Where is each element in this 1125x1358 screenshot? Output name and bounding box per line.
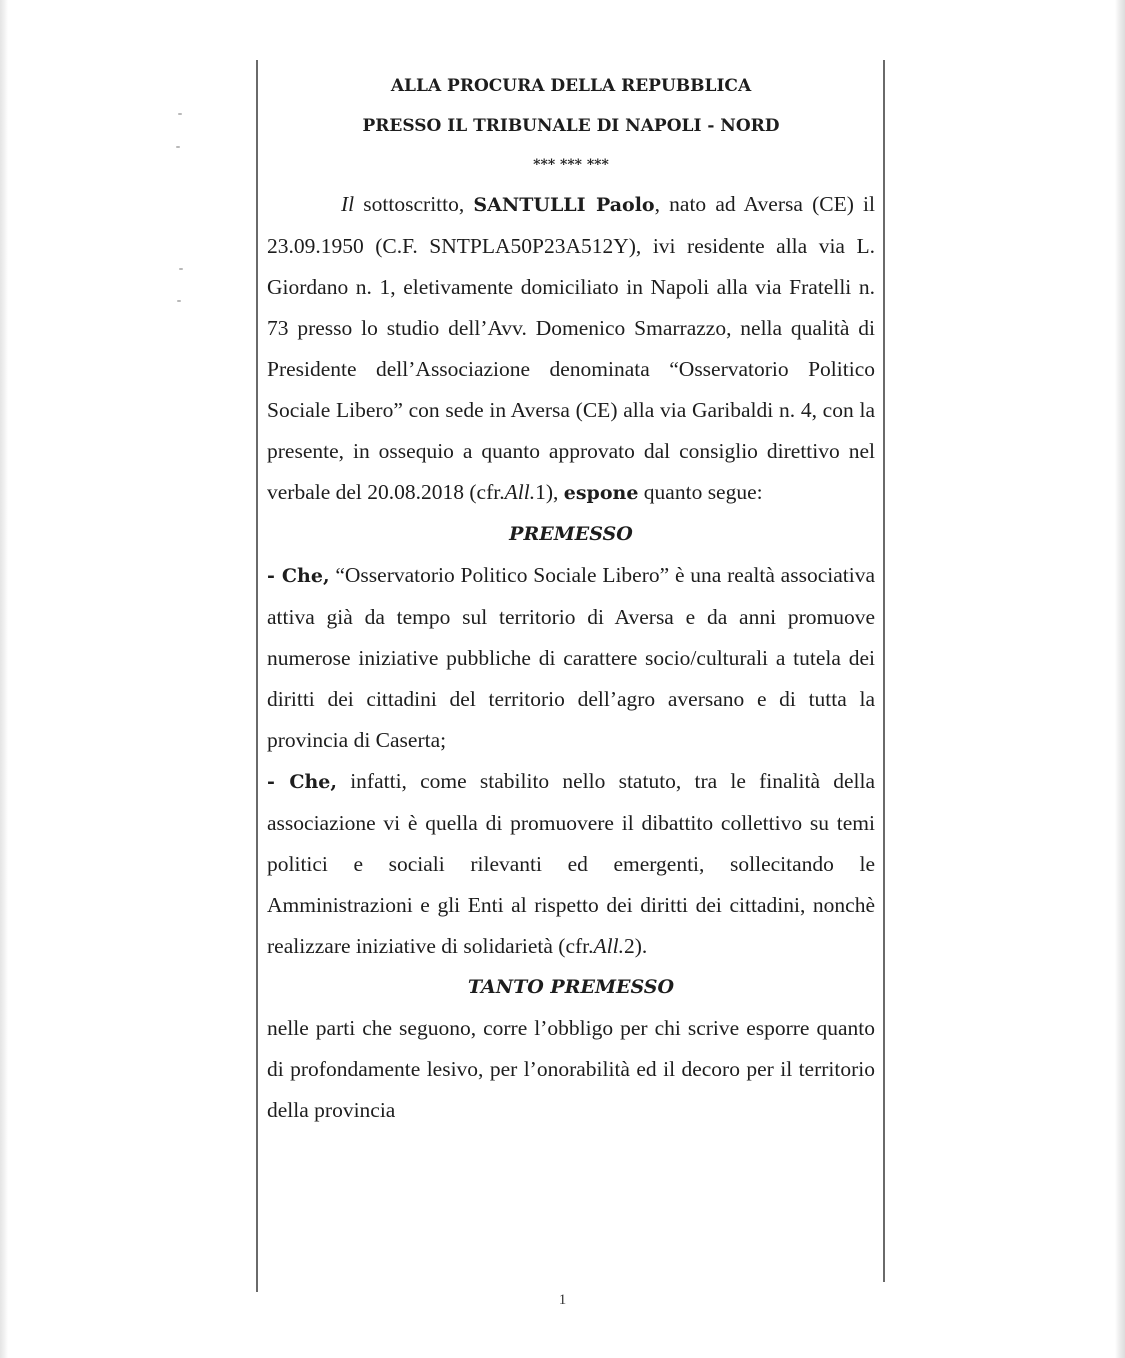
premesso-item-1 — [267, 555, 875, 761]
document-body — [267, 66, 875, 1131]
scan-speck — [176, 146, 180, 148]
heading-procura: ALLA PROCURA DELLA REPUBBLICA — [390, 76, 752, 96]
premesso-item-2 — [267, 761, 875, 967]
page-number: 1 — [558, 1292, 567, 1308]
scan-speck — [177, 300, 181, 302]
item-text-end: 2). — [623, 934, 648, 958]
intro-text-d: quanto segue: — [638, 480, 763, 504]
intro-text-c: 1), — [535, 480, 564, 504]
tanto-premesso-paragraph: nelle parti che seguono, corre l’obbligo per chi scrive esporre quanto di profondamente lesivo, per l’onorabilità ed il decoro per il territorio della provincia — [267, 1016, 875, 1122]
heading-tribunale: PRESSO IL TRIBUNALE DI NAPOLI - NORD — [362, 116, 780, 136]
intro-paragraph — [267, 184, 875, 514]
intro-italic-il: Il — [341, 192, 355, 216]
margin-line-left — [256, 60, 258, 1292]
section-tanto-premesso: TANTO PREMESSO — [467, 976, 675, 998]
espone-word: espone — [563, 482, 639, 504]
item-text: “Osservatorio Politico Sociale Libero” è una realtà associativa attiva già da tempo sul territorio di Aversa e da anni promuove numerose iniziative pubbliche di carattere socio/culturali a tutela dei diritti dei cittadini del territorio dell’agro aversano e di tutta la provincia di Caserta; — [267, 563, 876, 752]
margin-line-right — [883, 60, 885, 1282]
scan-edge-right — [1115, 0, 1125, 1358]
intro-text-a: sottoscritto, — [354, 192, 474, 216]
attachment-ref-2: All. — [593, 934, 624, 958]
section-premesso: PREMESSO — [509, 523, 633, 545]
item-lead-che: - Che, — [267, 771, 337, 793]
attachment-ref-1: All. — [504, 480, 536, 504]
item-lead-che: - Che, — [267, 565, 330, 587]
item-text: infatti, come stabilito nello statuto, tra le finalità della associazione vi è quella di promuovere il dibattito collettivo su temi politici e sociali rilevanti ed emergenti, sollecitando le Amministrazioni e gli Enti al rispetto dei diritti dei cittadini, nonchè realizzare iniziative di solidarietà (cfr. — [267, 769, 875, 958]
scan-speck — [178, 113, 182, 115]
separator: *** *** *** — [533, 157, 609, 173]
scan-speck — [179, 268, 183, 270]
intro-text-b: , nato ad Aversa (CE) il 23.09.1950 (C.F. SNTPLA50P23A512Y), ivi residente alla via L. Giordano n. 1, eletivamente domiciliato in Napoli alla via Fratelli n. 73 presso lo studio dell’Avv. Domenico Smarrazzo, nella qualità di Presidente dell’Associazione denominata “Osservatorio Politico Sociale Libero” con sede in Aversa (CE) alla via Garibaldi n. 4, con la presente, in ossequio a quanto approvato dal consiglio direttivo nel verbale del 20.08.2018 (cfr. — [267, 192, 875, 504]
signatory-name: SANTULLI Paolo — [473, 194, 655, 216]
scan-edge-left — [0, 0, 8, 1358]
